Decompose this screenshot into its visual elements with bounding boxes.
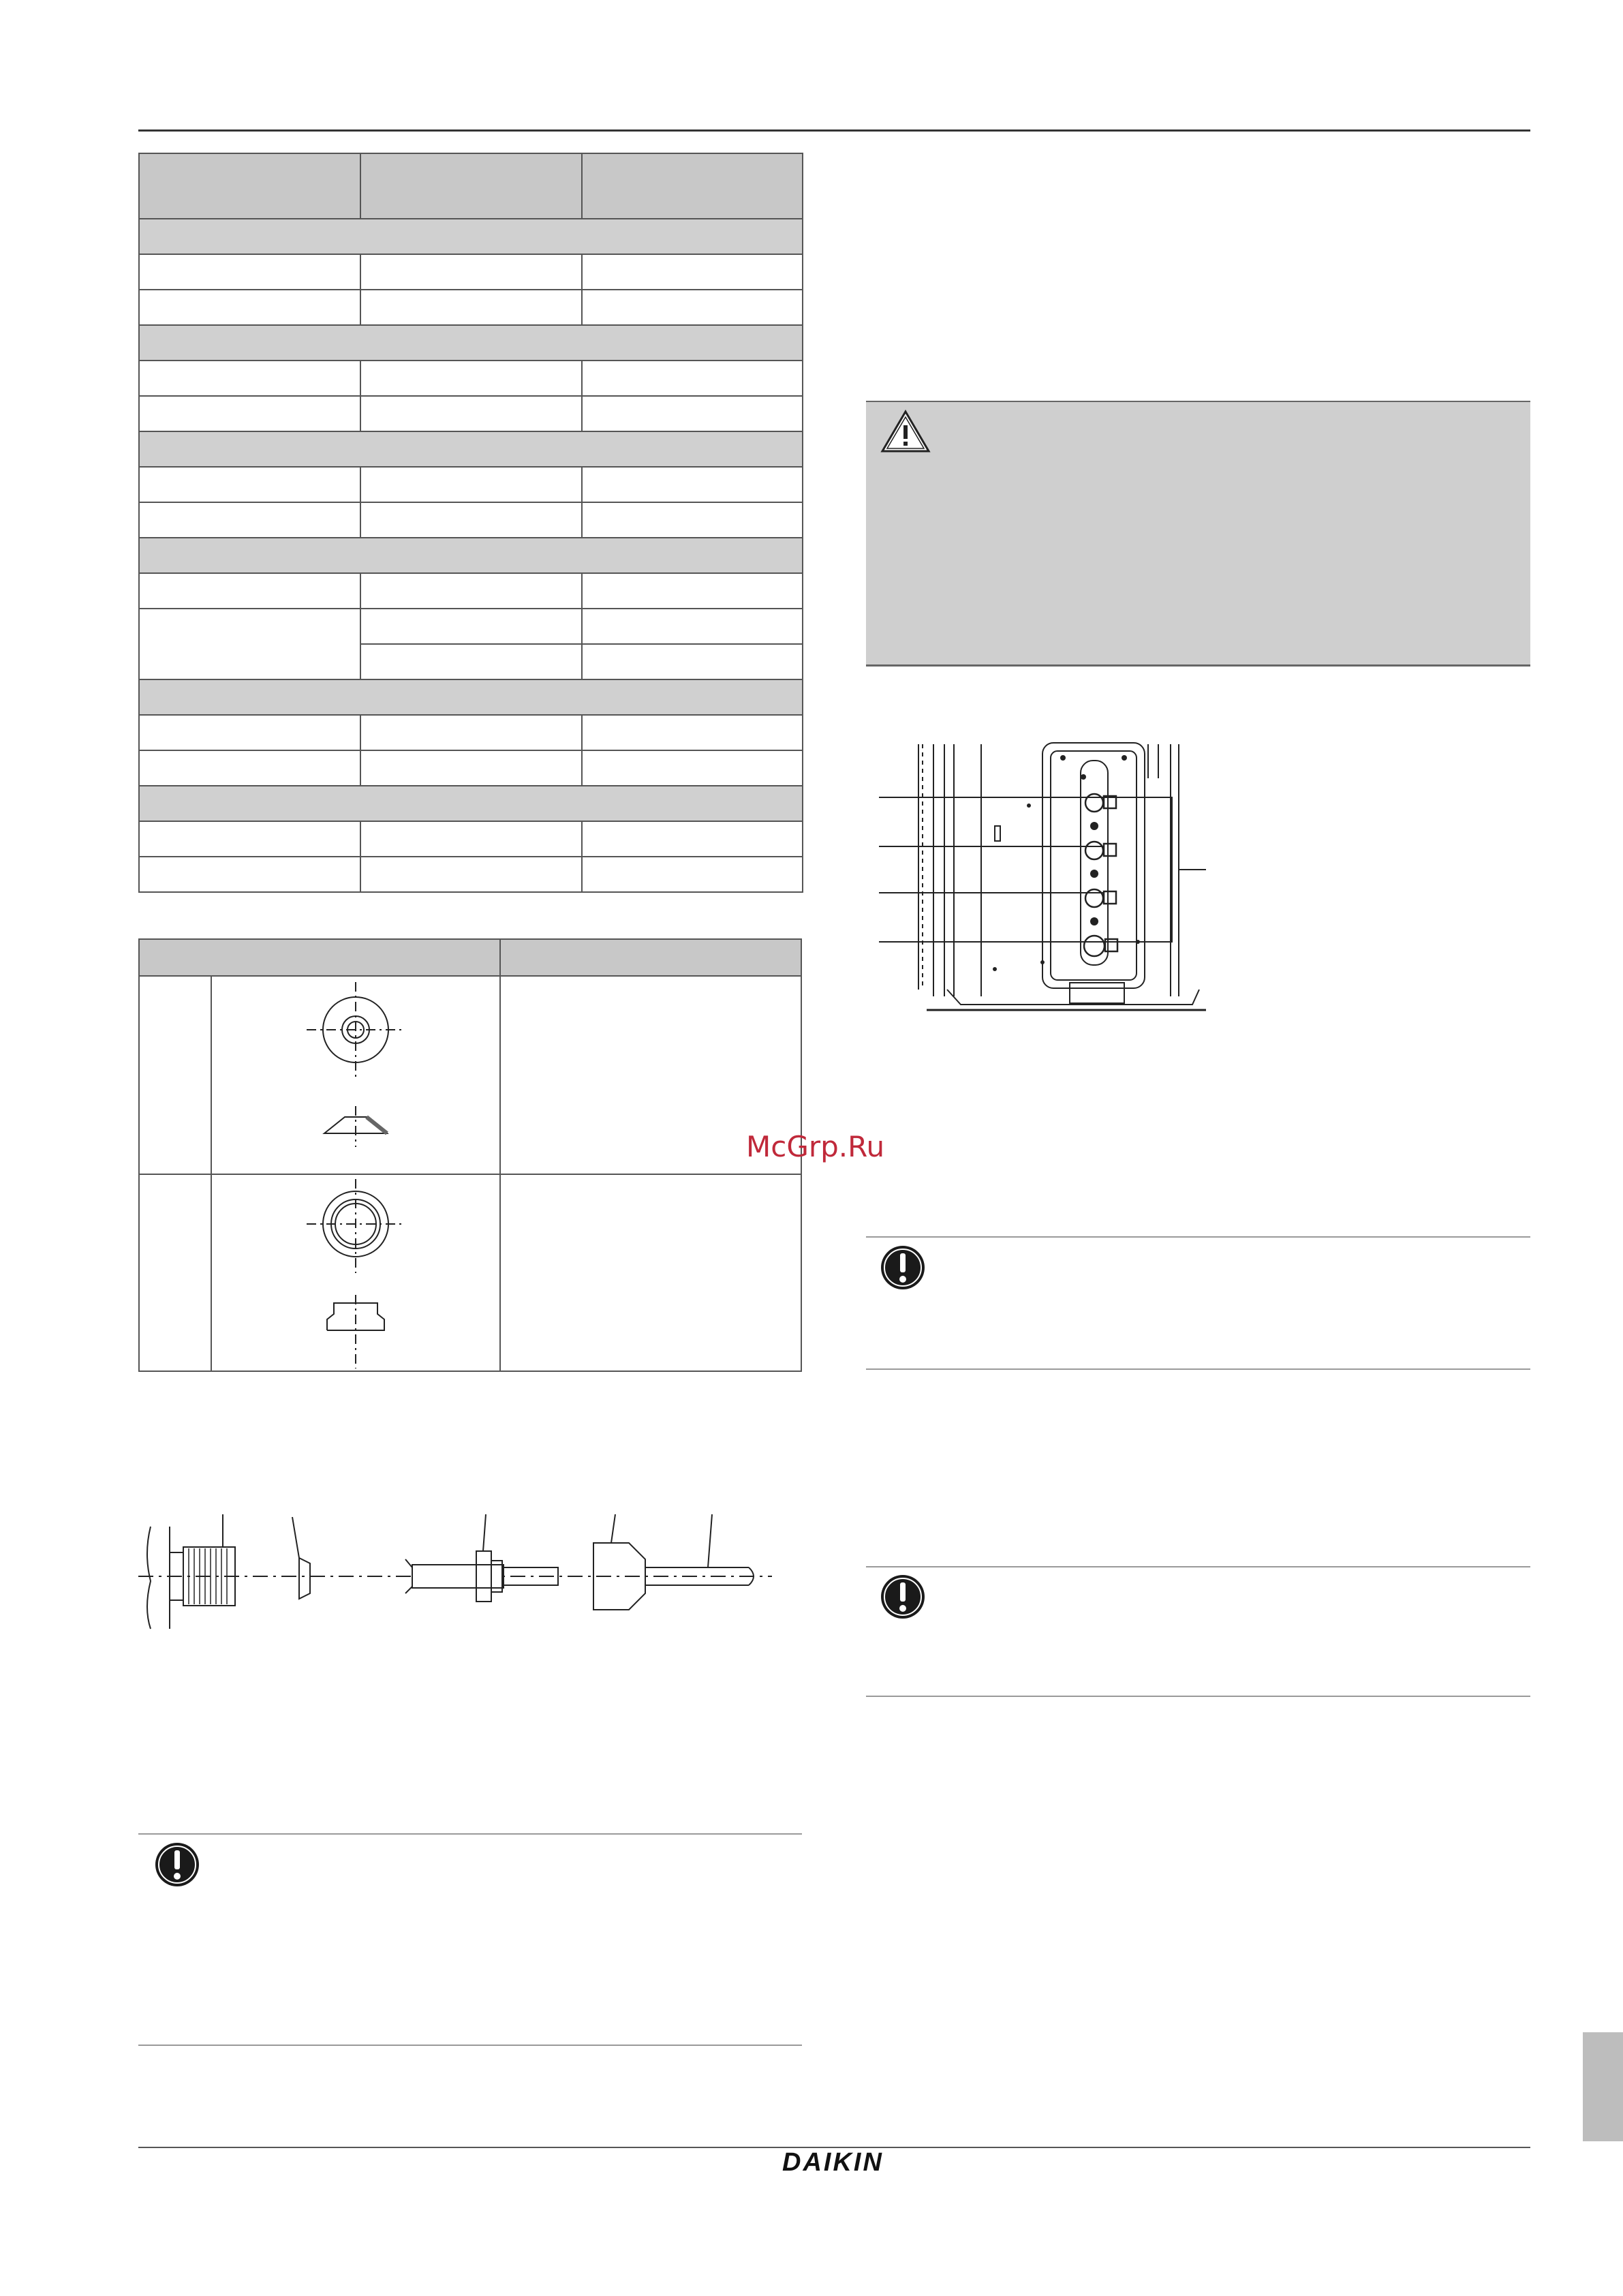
flare-drawing-b <box>211 1175 499 1371</box>
pipe-connection-diagram <box>138 1499 779 1636</box>
table-group-row <box>139 219 803 254</box>
table-row <box>139 502 803 538</box>
header-rule <box>138 129 1530 132</box>
daikin-logo: DAIKIN <box>782 2148 884 2177</box>
exclamation-circle-icon <box>879 1573 927 1621</box>
table-group-row <box>139 679 803 715</box>
table-row <box>139 396 803 431</box>
chapter-side-tab <box>1583 2032 1623 2141</box>
note-bottom-rule <box>866 1696 1530 1697</box>
table-row <box>139 750 803 786</box>
table-row <box>139 821 803 857</box>
flare-table <box>138 938 802 1372</box>
table-header-row <box>139 153 803 219</box>
table-group-row <box>139 538 803 573</box>
caution-box <box>866 401 1530 667</box>
table-row <box>139 361 803 396</box>
watermark-text: McGrp.Ru <box>746 1130 885 1163</box>
table-row <box>139 290 803 325</box>
flare-drawing-a <box>211 977 499 1173</box>
exclamation-circle-icon <box>153 1841 201 1888</box>
flare-table-divider <box>499 940 501 1371</box>
note-top-rule <box>138 1833 802 1835</box>
table-row <box>139 715 803 750</box>
stop-valve-figure <box>879 737 1233 1037</box>
spec-table <box>138 153 803 893</box>
table-row <box>139 573 803 609</box>
table-group-row <box>139 431 803 467</box>
note-bottom-rule <box>138 2045 802 2046</box>
note-top-rule <box>866 1566 1530 1567</box>
flare-table-header <box>140 940 801 977</box>
warning-triangle-icon <box>880 409 931 454</box>
table-row <box>139 467 803 502</box>
table-row <box>139 609 803 644</box>
table-row <box>139 857 803 892</box>
note-bottom-rule <box>866 1368 1530 1370</box>
exclamation-circle-icon <box>879 1244 927 1291</box>
table-row <box>139 254 803 290</box>
table-group-row <box>139 786 803 821</box>
table-group-row <box>139 325 803 361</box>
note-top-rule <box>866 1236 1530 1238</box>
